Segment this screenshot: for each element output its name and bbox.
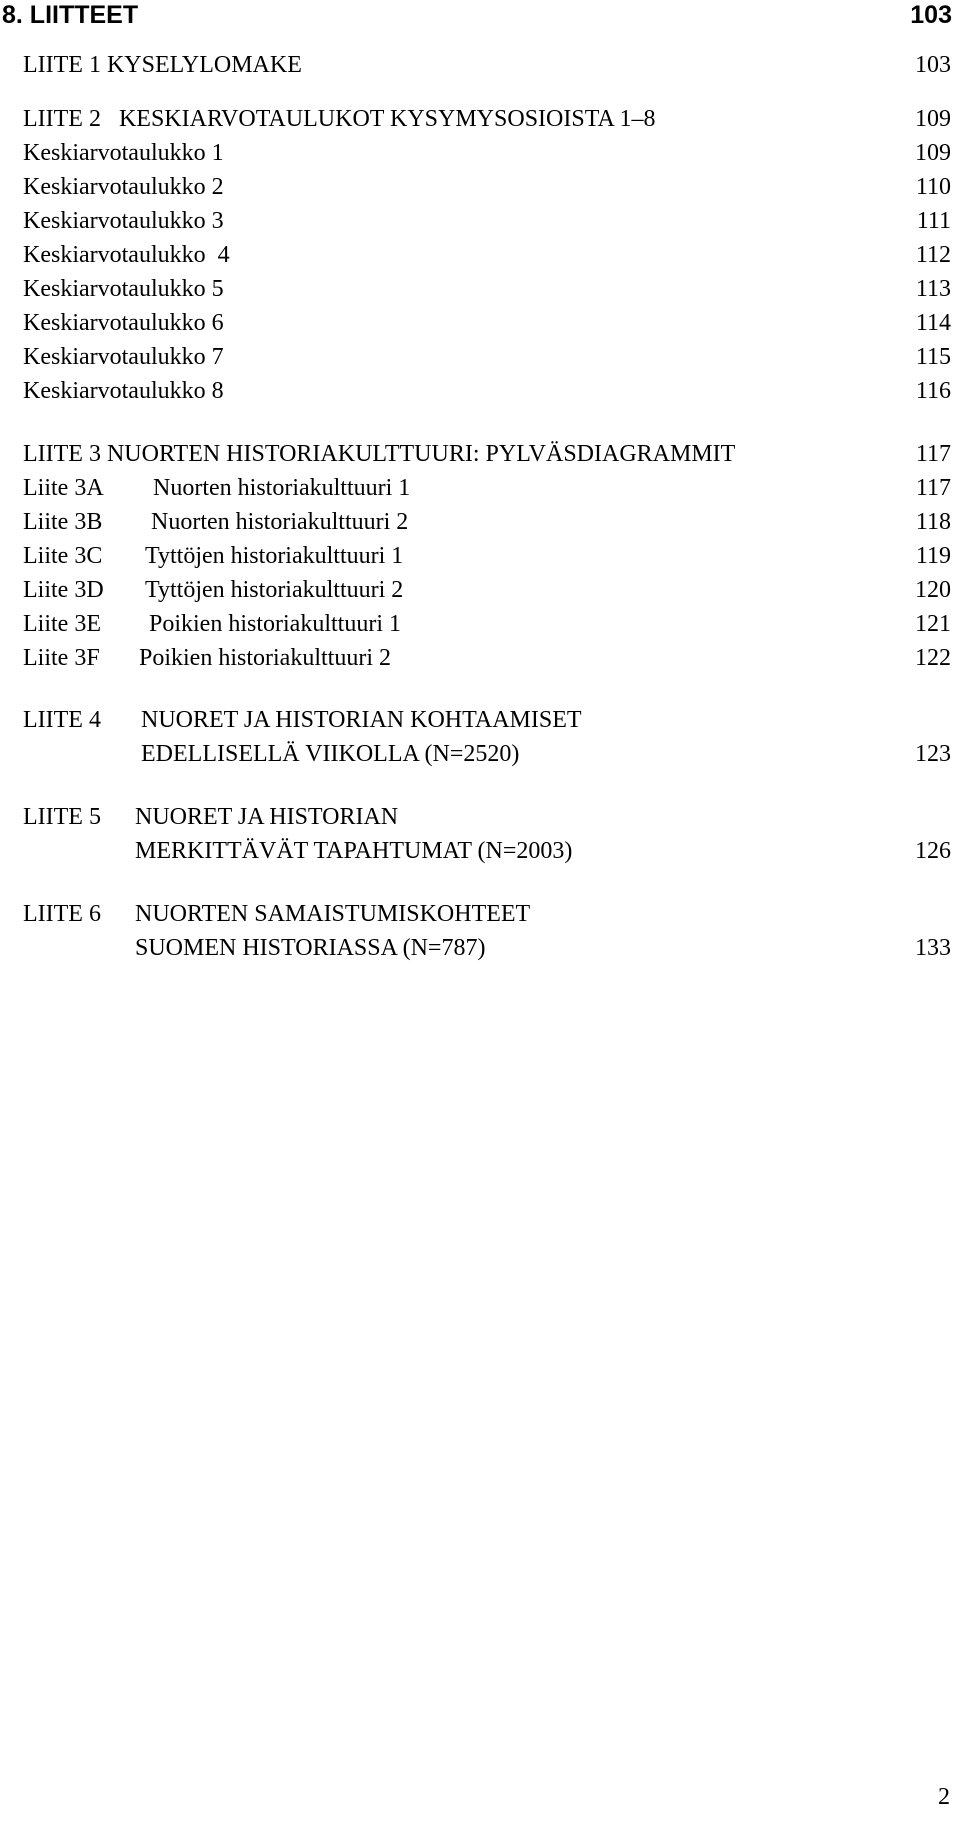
toc-entry-page: 116 (915, 378, 951, 404)
toc-entry-page: 119 (915, 543, 951, 569)
toc-entry-keskiarvotaulukko-3 (23, 204, 951, 238)
toc-entry-keskiarvotaulukko-5 (23, 272, 951, 306)
toc-entry-code: Liite 3B (23, 509, 103, 535)
toc-entry-title: Poikien historiakulttuuri 1 (149, 611, 401, 637)
toc-entry-title: LIITE 3 NUORTEN HISTORIAKULTTUURI: PYLVÄSDIAGRAMMIT (23, 441, 736, 467)
toc-entry-liite-6-cont (23, 931, 951, 965)
toc-entry-title: Keskiarvotaulukko 2 (23, 174, 224, 200)
toc-entry-liite-5 (23, 800, 951, 834)
toc-entry-title: Poikien historiakulttuuri 2 (139, 645, 391, 671)
toc-entry-title-line-1: NUORTEN SAMAISTUMISKOHTEET (135, 901, 531, 927)
toc-entry-title: LIITE 2 KESKIARVOTAULUKOT KYSYMYSOSIOISTA 1–8 (23, 106, 656, 132)
toc-entry-title: Keskiarvotaulukko 8 (23, 378, 224, 404)
toc-entry-title: Keskiarvotaulukko 7 (23, 344, 224, 370)
toc-entry-page: 122 (915, 645, 951, 671)
toc-entry-title-line-1: NUORET JA HISTORIAN KOHTAAMISET (141, 707, 582, 733)
toc-entry-liite-3e (23, 607, 951, 641)
toc-entry-keskiarvotaulukko-7 (23, 340, 951, 374)
toc-entry-code: LIITE 4 (23, 707, 101, 733)
toc-entry-page: 103 (915, 52, 951, 78)
toc-entry-keskiarvotaulukko-1 (23, 136, 951, 170)
toc-entry-code: Liite 3A (23, 475, 104, 501)
toc-entry-liite-3c (23, 539, 951, 573)
toc-entry-title: Tyttöjen historiakulttuuri 1 (145, 543, 404, 569)
toc-entry-code: Liite 3C (23, 543, 103, 569)
toc-entry-liite-3f (23, 641, 951, 675)
toc-entry-code: Liite 3F (23, 645, 100, 671)
page-number: 2 (938, 1784, 950, 1810)
toc-entry-title: Nuorten historiakulttuuri 2 (151, 509, 409, 535)
toc-entry-page: 115 (915, 344, 951, 370)
toc-entry-page: 114 (915, 310, 951, 336)
toc-entry-title: Tyttöjen historiakulttuuri 2 (145, 577, 404, 603)
toc-entry-page: 133 (915, 935, 951, 961)
toc-entry-liite-4 (23, 703, 951, 737)
toc-entry-title: Nuorten historiakulttuuri 1 (153, 475, 411, 501)
toc-entry-page: 109 (915, 140, 951, 166)
toc-entry-liite-3b (23, 505, 951, 539)
toc-entry-page: 113 (915, 276, 951, 302)
toc-entry-liite-1 (23, 48, 951, 82)
toc-entry-page: 118 (915, 509, 951, 535)
toc-entry-keskiarvotaulukko-4 (23, 238, 951, 272)
toc-entry-liite-3 (23, 437, 951, 471)
section-heading-page: 103 (910, 1, 952, 29)
toc-entry-keskiarvotaulukko-2 (23, 170, 951, 204)
toc-entry-page: 109 (915, 106, 951, 132)
toc-entry-page: 112 (915, 242, 951, 268)
toc-entry-title: LIITE 1 KYSELYLOMAKE (23, 52, 302, 78)
toc-entry-liite-6 (23, 897, 951, 931)
toc-entry-title-line-2: MERKITTÄVÄT TAPAHTUMAT (N=2003) (135, 838, 573, 864)
toc-entry-title: Keskiarvotaulukko 5 (23, 276, 224, 302)
toc-entry-page: 126 (915, 838, 951, 864)
toc-entry-page: 111 (916, 208, 951, 234)
toc-entry-title-line-2: SUOMEN HISTORIASSA (N=787) (135, 935, 486, 961)
toc-entry-title: Keskiarvotaulukko 1 (23, 140, 224, 166)
toc-entry-code: Liite 3E (23, 611, 101, 637)
section-heading (0, 0, 952, 30)
toc-entry-title: Keskiarvotaulukko 3 (23, 208, 224, 234)
toc-entry-title: Keskiarvotaulukko 4 (23, 242, 230, 268)
toc-entry-page: 117 (915, 475, 951, 501)
toc-entry-page: 117 (915, 441, 951, 467)
section-heading-title: 8. LIITTEET (2, 1, 139, 29)
toc-entry-page: 110 (915, 174, 951, 200)
toc-entry-liite-3d (23, 573, 951, 607)
toc-entry-liite-3a (23, 471, 951, 505)
toc-entry-page: 120 (915, 577, 951, 603)
toc-entry-keskiarvotaulukko-6 (23, 306, 951, 340)
toc-entry-title-line-2: EDELLISELLÄ VIIKOLLA (N=2520) (141, 741, 520, 767)
toc-entry-liite-2 (23, 102, 951, 136)
toc-entry-page: 123 (915, 741, 951, 767)
toc-entry-title: Keskiarvotaulukko 6 (23, 310, 224, 336)
toc-entry-liite-4-cont (23, 737, 951, 771)
toc-entry-code: Liite 3D (23, 577, 104, 603)
toc-entry-liite-5-cont (23, 834, 951, 868)
toc-entry-code: LIITE 5 (23, 804, 101, 830)
toc-entry-keskiarvotaulukko-8 (23, 374, 951, 408)
toc-entry-page: 121 (915, 611, 951, 637)
toc-entry-code: LIITE 6 (23, 901, 101, 927)
toc-entry-title-line-1: NUORET JA HISTORIAN (135, 804, 399, 830)
